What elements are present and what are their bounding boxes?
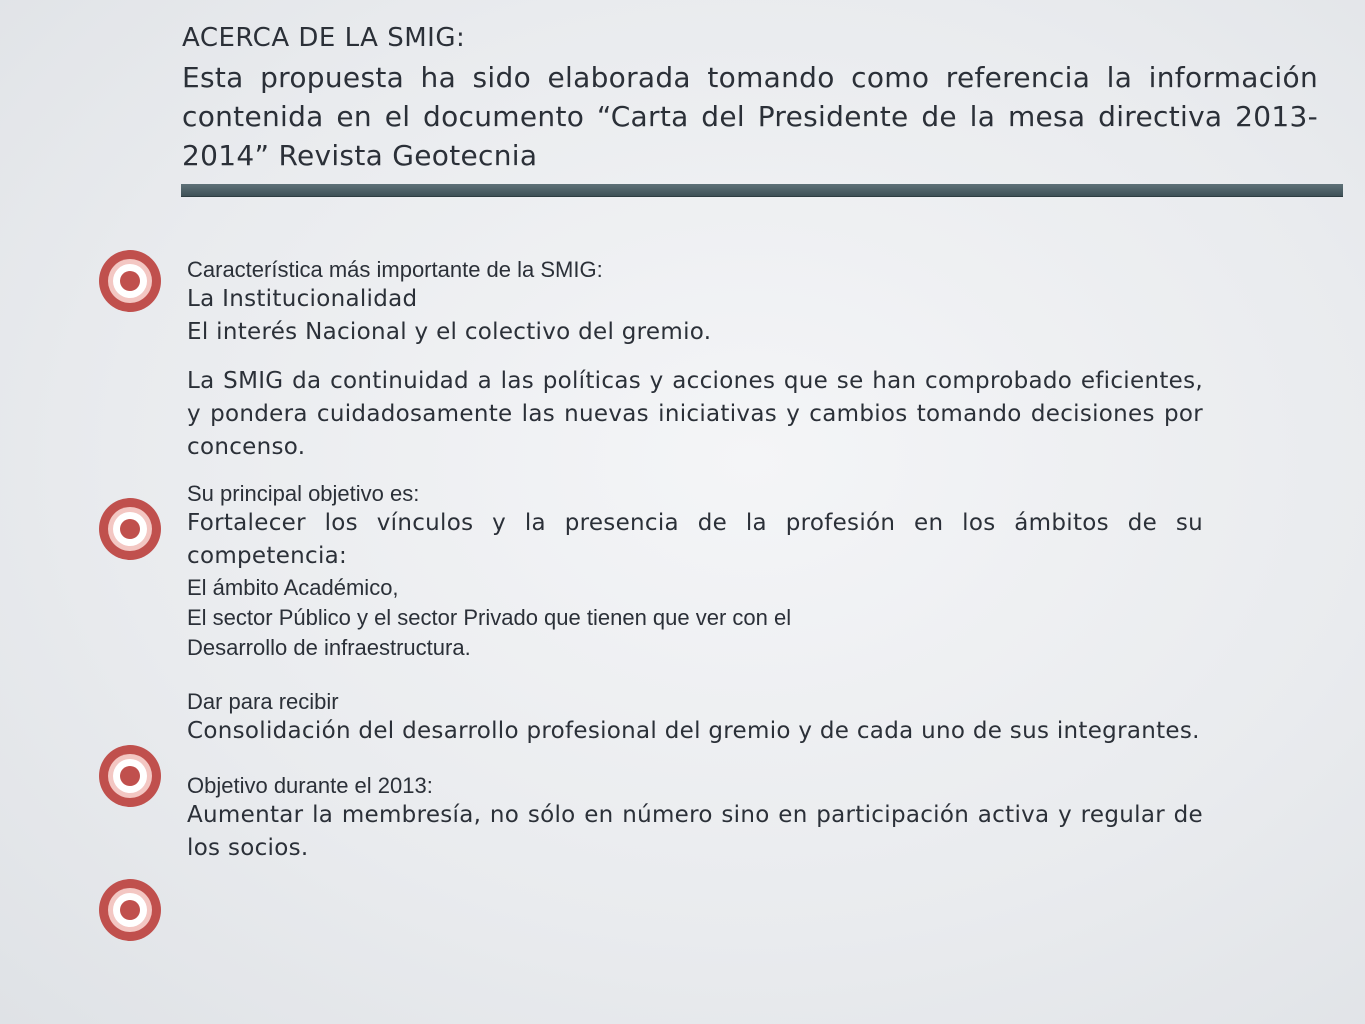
section-3-label: Dar para recibir xyxy=(187,689,339,714)
section-1-line-2: El interés Nacional y el colectivo del gremio. xyxy=(187,319,712,345)
section-1-paragraph: La SMIG da continuidad a las políticas y acciones que se han comprobado eficientes, y pondera cuidadosamente las nuevas iniciativas y cambios tomando decisiones por concenso. xyxy=(187,368,1203,460)
section-2-item: Desarrollo de infraestructura. xyxy=(187,635,471,660)
section-2-label: Su principal objetivo es: xyxy=(187,481,420,506)
section-1-label: Característica más importante de la SMIG: xyxy=(187,257,603,282)
intro-text: Esta propuesta ha sido elaborada tomando como referencia la información contenida en el documento “Carta del Presidente de la mesa directiva 2013-2014” Revista Geotecnia xyxy=(182,61,1318,172)
content-body xyxy=(187,257,1203,865)
target-icon xyxy=(97,743,163,809)
target-icon xyxy=(97,248,163,314)
section-1-line-1: La Institucionalidad xyxy=(187,286,418,312)
page-title: ACERCA DE LA SMIG: xyxy=(182,23,466,53)
section-2-item: El sector Público y el sector Privado que tienen que ver con el xyxy=(187,605,792,630)
section-3-paragraph: Consolidación del desarrollo profesional del gremio y de cada uno de sus integrantes. xyxy=(187,718,1200,744)
target-icon xyxy=(97,877,163,943)
section-4-paragraph: Aumentar la membresía, no sólo en número sino en participación activa y regular de los socios. xyxy=(187,802,1203,861)
header-divider xyxy=(181,184,1343,197)
section-2-item: El ámbito Académico, xyxy=(187,575,399,600)
target-icon xyxy=(97,496,163,562)
section-2-paragraph: Fortalecer los vínculos y la presencia de la profesión en los ámbitos de su competencia: xyxy=(187,510,1203,569)
section-4-label: Objetivo durante el 2013: xyxy=(187,773,433,798)
